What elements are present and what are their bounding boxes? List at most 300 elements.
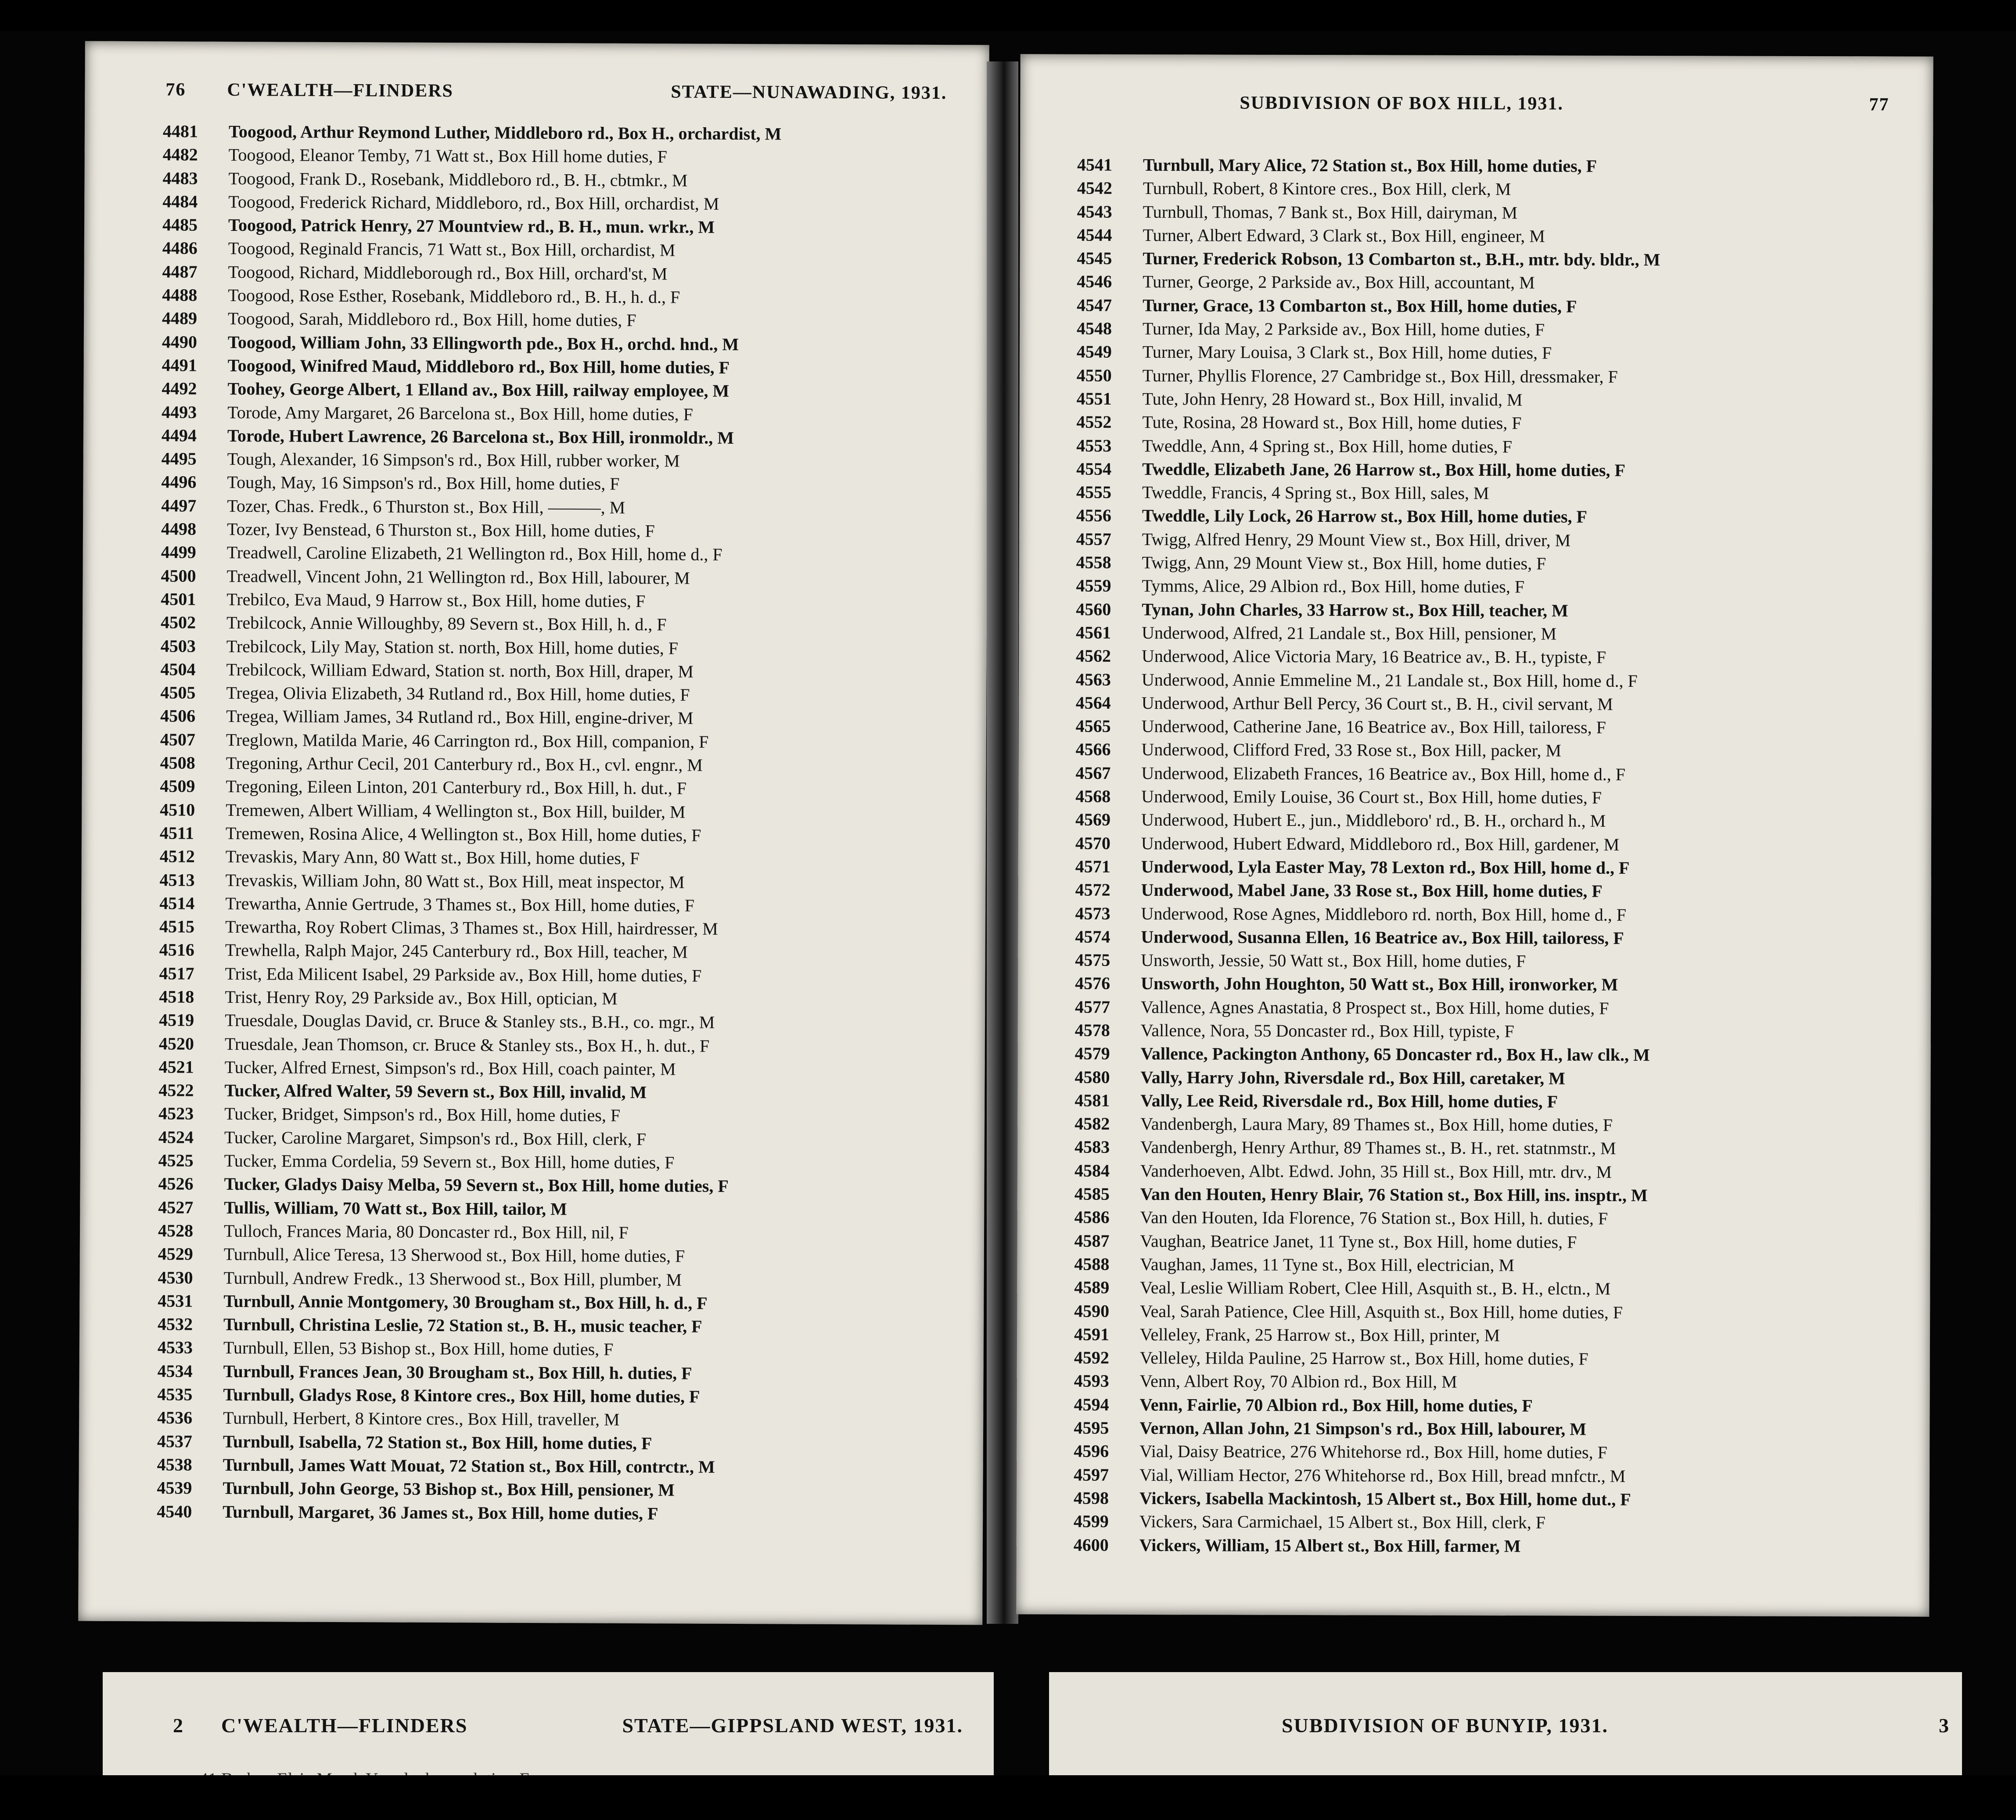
entry-text: Trebilco, Eva Maud, 9 Harrow st., Box Hill, home duties, F — [226, 589, 646, 611]
entry-text: Underwood, Elizabeth Frances, 16 Beatrice av., Box Hill, home d., F — [1141, 763, 1626, 784]
entry-text: Toogood, Richard, Middleborough rd., Box Hill, orchard'st, M — [228, 262, 668, 284]
entry-number: 4582 — [1074, 1113, 1110, 1134]
entry-number: 4516 — [159, 940, 194, 960]
entry-number: 4562 — [1076, 646, 1111, 666]
film-frame-top — [0, 0, 2016, 31]
entry-text: Tucker, Alfred Ernest, Simpson's rd., Box Hill, coach painter, M — [224, 1057, 676, 1079]
entry-text: Tucker, Bridget, Simpson's rd., Box Hill, home duties, F — [224, 1104, 621, 1126]
entry-text: Trewhella, Ralph Major, 245 Canterbury rd., Box Hill, teacher, M — [225, 940, 688, 962]
entry-text: Turnbull, Robert, 8 Kintore cres., Box Hill, clerk, M — [1143, 178, 1511, 199]
entry-row — [1075, 995, 1918, 1020]
entry-row — [158, 1219, 974, 1246]
entry-text: Tute, John Henry, 28 Howard st., Box Hill, invalid, M — [1142, 388, 1523, 410]
entry-number: 4541 — [1077, 154, 1113, 175]
entry-row — [1077, 363, 1919, 389]
entry-number: 4531 — [158, 1291, 193, 1311]
entry-row — [1077, 223, 1920, 249]
entry-row — [1074, 1322, 1917, 1348]
entry-text: Vally, Lee Reid, Riversdale rd., Box Hill, home duties, F — [1140, 1090, 1558, 1112]
entry-row — [163, 119, 979, 146]
entry-row — [1076, 504, 1919, 529]
entry-row — [1076, 527, 1919, 553]
entry-number: 4570 — [1075, 833, 1111, 853]
entry-text: Vandenbergh, Laura Mary, 89 Thames st., Box Hill, home duties, F — [1140, 1114, 1613, 1135]
entry-number: 4524 — [158, 1127, 194, 1147]
entry-number: 4587 — [1074, 1231, 1110, 1251]
entry-text: Tweddle, Elizabeth Jane, 26 Harrow st., Box Hill, home duties, F — [1142, 459, 1625, 480]
entry-text: Tremewen, Rosina Alice, 4 Wellington st., Box Hill, home duties, F — [225, 823, 701, 845]
entry-row — [1076, 457, 1919, 482]
entry-row — [1075, 831, 1918, 857]
entry-row — [162, 283, 978, 310]
entry-number: 4538 — [157, 1454, 192, 1475]
entry-row — [1077, 387, 1919, 413]
entry-text: Van den Houten, Henry Blair, 76 Station st., Box Hill, ins. insptr., M — [1140, 1184, 1648, 1206]
entry-text: Turner, George, 2 Parkside av., Box Hill, accountant, M — [1143, 272, 1535, 293]
entry-row — [1075, 1042, 1918, 1067]
entry-number: 4598 — [1073, 1488, 1109, 1508]
entry-text: Turnbull, Alice Teresa, 13 Sherwood st., Box Hill, home duties, F — [223, 1244, 685, 1266]
entry-row — [1075, 785, 1918, 810]
entry-text: Toogood, Rose Esther, Rosebank, Middleboro rd., B. H., h. d., F — [228, 285, 680, 307]
next-left-header-subdivision: STATE—GIPPSLAND WEST, 1931. — [622, 1714, 963, 1737]
entry-number: 4532 — [158, 1314, 193, 1334]
entry-row — [161, 611, 977, 638]
entry-row — [161, 541, 977, 567]
entry-number: 4596 — [1074, 1441, 1109, 1461]
entry-number: 4491 — [162, 355, 197, 375]
entry-text: Turnbull, Herbert, 8 Kintore cres., Box Hill, traveller, M — [223, 1408, 620, 1430]
entry-number: 4495 — [161, 449, 197, 469]
entry-number: 4571 — [1075, 856, 1110, 876]
entry-row — [1075, 808, 1918, 833]
entry-number: 4591 — [1074, 1324, 1110, 1344]
entry-text: Tough, Alexander, 16 Simpson's rd., Box Hill, rubber worker, M — [227, 449, 680, 471]
entry-number: 4548 — [1076, 318, 1112, 338]
entry-row — [158, 1289, 974, 1316]
entry-row — [1075, 901, 1918, 927]
entry-text: Treadwell, Caroline Elizabeth, 21 Wellington rd., Box Hill, home d., F — [226, 542, 722, 565]
entry-row — [1074, 1088, 1917, 1114]
entry-row — [158, 1242, 974, 1269]
entry-number: 4552 — [1076, 412, 1112, 432]
entry-row — [1074, 1229, 1917, 1254]
entry-number: 4539 — [157, 1478, 192, 1498]
entry-row — [160, 728, 977, 754]
entry-text: Turnbull, Isabella, 72 Station st., Box Hill, home duties, F — [223, 1431, 652, 1453]
entry-number: 4568 — [1075, 786, 1111, 806]
entry-text: Turner, Mary Louisa, 3 Clark st., Box Hill, home duties, F — [1142, 342, 1552, 363]
entry-text: Turner, Albert Edward, 3 Clark st., Box Hill, engineer, M — [1143, 225, 1545, 246]
left-page-header-title: C'WEALTH—FLINDERS — [227, 79, 454, 101]
entry-number: 4597 — [1074, 1465, 1109, 1485]
entry-number: 4575 — [1075, 950, 1110, 970]
entry-number: 4485 — [162, 215, 198, 235]
entry-number: 4499 — [161, 542, 196, 562]
entry-number: 4540 — [157, 1501, 192, 1522]
entry-text: Turnbull, Christina Leslie, 72 Station st., B. H., music teacher, F — [223, 1314, 702, 1336]
entry-number: 4599 — [1073, 1511, 1109, 1532]
entry-number: 4534 — [157, 1361, 193, 1381]
entry-row — [1074, 1182, 1917, 1208]
entry-text: Vandenbergh, Henry Arthur, 89 Thames st., B. H., ret. statnmstr., M — [1140, 1137, 1616, 1159]
entry-text: Vally, Harry John, Riversdale rd., Box Hill, caretaker, M — [1140, 1067, 1565, 1088]
entry-text: Underwood, Catherine Jane, 16 Beatrice av., Box Hill, tailoress, F — [1141, 716, 1606, 737]
entry-number: 4527 — [158, 1197, 194, 1217]
entry-row — [1076, 551, 1919, 576]
entry-number: 4584 — [1074, 1160, 1110, 1181]
entry-row — [1074, 1439, 1916, 1465]
entry-row — [160, 704, 977, 731]
entry-number: 4510 — [160, 799, 195, 820]
entry-row — [162, 424, 978, 450]
entry-text: Vial, William Hector, 276 Whitehorse rd., Box Hill, bread mnfctr., M — [1139, 1465, 1626, 1486]
entry-number: 4564 — [1075, 693, 1111, 713]
entry-text: Tweddle, Francis, 4 Spring st., Box Hill, sales, M — [1142, 482, 1489, 503]
entry-row — [157, 1500, 973, 1526]
left-entry-list — [157, 119, 979, 1526]
entry-row — [1076, 597, 1919, 623]
entry-text: Tymms, Alice, 29 Albion rd., Box Hill, home duties, F — [1142, 576, 1525, 597]
left-page-header — [165, 79, 947, 118]
entry-number: 4565 — [1075, 716, 1111, 736]
entry-row — [1077, 200, 1920, 225]
entry-number: 4509 — [160, 776, 195, 796]
entry-number: 4505 — [160, 682, 196, 703]
entry-text: Trebilcock, Annie Willoughby, 89 Severn st., Box Hill, h. d., F — [226, 613, 667, 635]
entry-text: Underwood, Rose Agnes, Middleboro rd. north, Box Hill, home d., F — [1141, 903, 1627, 925]
entry-text: Tregea, William James, 34 Rutland rd., Box Hill, engine-driver, M — [226, 706, 694, 729]
entry-text: Turnbull, Thomas, 7 Bank st., Box Hill, dairyman, M — [1143, 201, 1518, 223]
entry-number: 4573 — [1075, 903, 1110, 923]
entry-row — [159, 1009, 975, 1035]
entry-number: 4496 — [161, 472, 197, 492]
entry-text: Vaughan, James, 11 Tyne st., Box Hill, electrician, M — [1140, 1254, 1515, 1275]
left-page-header-subdivision: STATE—NUNAWADING, 1931. — [671, 82, 947, 104]
entry-row — [162, 377, 978, 404]
entry-row — [159, 938, 976, 965]
entry-number: 4501 — [161, 589, 196, 609]
entry-row — [157, 1453, 974, 1479]
entry-text: Toogood, Patrick Henry, 27 Mountview rd., B. H., mun. wrkr., M — [228, 215, 715, 237]
entry-number: 4545 — [1077, 248, 1112, 269]
entry-text: Treadwell, Vincent John, 21 Wellington rd., Box Hill, labourer, M — [226, 566, 690, 588]
entry-number: 4530 — [158, 1267, 193, 1288]
entry-row — [1074, 1135, 1917, 1161]
entry-number: 4544 — [1077, 225, 1112, 245]
entry-text: Trevaskis, William John, 80 Watt st., Box Hill, meat inspector, M — [225, 870, 685, 892]
entry-text: Underwood, Annie Emmeline M., 21 Landale st., Box Hill, home d., F — [1141, 669, 1638, 691]
entry-row — [1075, 878, 1918, 904]
entry-text: Tregoning, Eileen Linton, 201 Canterbury rd., Box Hill, h. dut., F — [226, 776, 687, 798]
entry-row — [1075, 948, 1918, 974]
entry-text: Toohey, George Albert, 1 Elland av., Box Hill, railway employee, M — [227, 379, 729, 401]
entry-row — [158, 1195, 974, 1222]
entry-row — [160, 798, 976, 825]
entry-text: Toogood, Winifred Maud, Middleboro rd., Box Hill, home duties, F — [227, 355, 730, 377]
entry-text: Vernon, Allan John, 21 Simpson's rd., Box Hill, labourer, M — [1139, 1418, 1587, 1439]
entry-number: 4595 — [1074, 1418, 1109, 1438]
entry-number: 4488 — [162, 285, 198, 305]
entry-number: 4487 — [162, 262, 198, 282]
entry-row — [159, 915, 976, 941]
entry-number: 4523 — [158, 1103, 194, 1124]
entry-row — [157, 1429, 974, 1456]
entry-number: 4513 — [159, 869, 195, 890]
entry-number: 4576 — [1075, 973, 1110, 994]
entry-text: Turnbull, John George, 53 Bishop st., Box Hill, pensioner, M — [223, 1478, 675, 1500]
entry-number: 4569 — [1075, 809, 1111, 830]
entry-number: 4537 — [157, 1431, 193, 1451]
entry-number: 4504 — [160, 659, 196, 679]
entry-row — [160, 844, 976, 871]
right-entry-list — [1074, 153, 1920, 1559]
entry-text: Tozer, Chas. Fredk., 6 Thurston st., Box Hill, ———, M — [227, 495, 625, 517]
entry-number: 4567 — [1075, 763, 1111, 783]
right-page-header-title: SUBDIVISION OF BOX HILL, 1931. — [1240, 93, 1564, 114]
entry-row — [1074, 1276, 1917, 1301]
entry-row — [161, 564, 977, 591]
entry-number: 4543 — [1077, 201, 1112, 222]
entry-row — [158, 1266, 974, 1292]
entry-text: Underwood, Alfred, 21 Landale st., Box Hill, pensioner, M — [1142, 622, 1557, 644]
entry-text: Toogood, Eleanor Temby, 71 Watt st., Box Hill home duties, F — [228, 145, 668, 167]
entry-number: 4559 — [1076, 575, 1111, 596]
right-page-header — [1086, 92, 1889, 129]
entry-text: Turnbull, Frances Jean, 30 Brougham st., Box Hill, h. duties, F — [223, 1361, 692, 1383]
entry-row — [1075, 738, 1918, 763]
entry-text: Turnbull, Andrew Fredk., 13 Sherwood st., Box Hill, plumber, M — [223, 1267, 682, 1290]
entry-number: 4507 — [160, 729, 196, 750]
entry-row — [162, 237, 979, 263]
entry-text: Turnbull, Ellen, 53 Bishop st., Box Hill, home duties, F — [223, 1338, 614, 1360]
entry-text: Vallence, Nora, 55 Doncaster rd., Box Hill, typiste, F — [1140, 1020, 1514, 1041]
entry-text: Tremewen, Albert William, 4 Wellington st., Box Hill, builder, M — [226, 800, 686, 822]
entry-row — [1077, 247, 1919, 272]
entry-number: 4529 — [158, 1244, 193, 1264]
entry-row — [158, 1359, 974, 1386]
entry-number: 4518 — [159, 987, 194, 1007]
entry-number: 4547 — [1077, 295, 1112, 315]
entry-text: Treglown, Matilda Marie, 46 Carrington rd., Box Hill, companion, F — [226, 729, 709, 752]
entry-row — [1074, 1253, 1917, 1278]
entry-number: 4511 — [159, 823, 194, 843]
entry-number: 4528 — [158, 1221, 194, 1241]
entry-row — [161, 517, 977, 544]
entry-number: 4566 — [1075, 739, 1111, 760]
entry-row — [1074, 1206, 1917, 1231]
entry-number: 4519 — [159, 1010, 194, 1030]
entry-text: Trebilcock, William Edward, Station st. north, Box Hill, draper, M — [226, 659, 694, 682]
book-gutter — [987, 61, 1018, 1624]
entry-number: 4551 — [1076, 388, 1112, 409]
entry-number: 4502 — [160, 612, 196, 632]
entry-number: 4553 — [1076, 435, 1112, 456]
entry-number: 4515 — [159, 916, 195, 937]
entry-text: Tweddle, Ann, 4 Spring st., Box Hill, home duties, F — [1142, 435, 1513, 456]
entry-number: 4557 — [1076, 529, 1111, 549]
entry-row — [162, 330, 978, 357]
entry-number: 4556 — [1076, 506, 1111, 526]
entry-number: 4503 — [160, 635, 196, 656]
entry-text: Trist, Henry Roy, 29 Parkside av., Box Hill, optician, M — [225, 987, 618, 1009]
entry-row — [1074, 1112, 1917, 1138]
entry-row — [162, 213, 979, 240]
entry-number: 4592 — [1074, 1347, 1109, 1368]
entry-text: Toogood, Reginald Francis, 71 Watt st., Box Hill, orchardist, M — [228, 238, 676, 260]
entry-text: Tucker, Emma Cordelia, 59 Severn st., Box Hill, home duties, F — [224, 1150, 675, 1173]
entry-text: Underwood, Hubert E., jun., Middleboro' rd., B. H., orchard h., M — [1141, 810, 1606, 831]
entry-text: Underwood, Alice Victoria Mary, 16 Beatrice av., B. H., typiste, F — [1142, 646, 1606, 668]
entry-text: Venn, Albert Roy, 70 Albion rd., Box Hill, M — [1139, 1371, 1457, 1392]
entry-number: 4492 — [162, 378, 197, 398]
entry-row — [158, 1312, 974, 1339]
entry-row — [158, 1336, 974, 1363]
entry-row — [163, 143, 979, 170]
entry-text: Turnbull, James Watt Mouat, 72 Station st., Box Hill, contrctr., M — [223, 1454, 715, 1477]
entry-number: 4536 — [157, 1407, 193, 1428]
entry-number: 4512 — [159, 846, 195, 866]
entry-number: 4578 — [1074, 1020, 1110, 1040]
entry-row — [1076, 481, 1919, 506]
entry-row — [1076, 574, 1919, 599]
entry-text: Vickers, Isabella Mackintosh, 15 Albert st., Box Hill, home dut., F — [1139, 1488, 1631, 1509]
entry-row — [1077, 317, 1919, 342]
next-left-header-title: C'WEALTH—FLINDERS — [221, 1714, 468, 1737]
entry-row — [1076, 668, 1919, 693]
entry-number: 4572 — [1075, 879, 1110, 900]
entry-row — [162, 166, 979, 193]
entry-row — [1075, 855, 1918, 880]
entry-text: Van den Houten, Ida Florence, 76 Station st., Box Hill, h. duties, F — [1140, 1207, 1608, 1229]
entry-row — [158, 1102, 975, 1129]
entry-row — [1075, 1019, 1918, 1044]
entry-text: Vickers, Sara Carmichael, 15 Albert st., Box Hill, clerk, F — [1139, 1511, 1546, 1533]
next-right-page-mark: 3 — [1939, 1714, 1949, 1737]
entry-number: 4526 — [158, 1174, 194, 1194]
entry-number: 4494 — [161, 425, 197, 445]
entry-text: Vickers, William, 15 Albert st., Box Hill, farmer, M — [1139, 1535, 1521, 1556]
entry-row — [1074, 1510, 1916, 1535]
entry-text: Toogood, Frederick Richard, Middleboro, rd., Box Hill, orchardist, M — [228, 191, 719, 214]
entry-number: 4522 — [158, 1080, 194, 1100]
entry-number: 4508 — [160, 753, 195, 773]
entry-text: Underwood, Lyla Easter May, 78 Lexton rd., Box Hill, home d., F — [1141, 856, 1630, 878]
entry-row — [1077, 153, 1920, 179]
entry-number: 4506 — [160, 706, 196, 726]
entry-text: Turnbull, Annie Montgomery, 30 Brougham st., Box Hill, h. d., F — [223, 1291, 708, 1313]
entry-text: Turner, Phyllis Florence, 27 Cambridge st., Box Hill, dressmaker, F — [1142, 365, 1618, 387]
entry-number: 4535 — [157, 1384, 193, 1404]
entry-text: Underwood, Hubert Edward, Middleboro rd., Box Hill, gardener, M — [1141, 833, 1620, 854]
entry-number: 4593 — [1074, 1371, 1109, 1391]
entry-text: Tregoning, Arthur Cecil, 201 Canterbury rd., Box H., cvl. engnr., M — [226, 753, 703, 775]
entry-text: Underwood, Emily Louise, 36 Court st., Box Hill, home duties, F — [1141, 786, 1602, 808]
entry-row — [1077, 293, 1919, 319]
entry-number: 4554 — [1076, 459, 1112, 479]
entry-row — [159, 1032, 975, 1059]
entry-row — [158, 1078, 975, 1105]
entry-text: Trevaskis, Mary Ann, 80 Watt st., Box Hill, home duties, F — [225, 847, 640, 869]
entry-row — [1074, 1393, 1917, 1418]
entry-number: 4555 — [1076, 482, 1112, 502]
entry-row — [1076, 691, 1919, 716]
entry-text: Venn, Fairlie, 70 Albion rd., Box Hill, home duties, F — [1139, 1394, 1533, 1416]
entry-number: 4589 — [1074, 1277, 1110, 1298]
entry-row — [162, 260, 978, 287]
entry-row — [159, 962, 975, 988]
entry-text: Toogood, Frank D., Rosebank, Middleboro rd., B. H., cbtmkr., M — [228, 168, 688, 190]
entry-row — [1074, 1065, 1917, 1091]
entry-text: Tynan, John Charles, 33 Harrow st., Box Hill, teacher, M — [1142, 599, 1568, 621]
entry-text: Tweddle, Lily Lock, 26 Harrow st., Box Hill, home duties, F — [1142, 506, 1588, 527]
entry-number: 4481 — [162, 121, 198, 141]
entry-text: Unsworth, John Houghton, 50 Watt st., Box Hill, ironworker, M — [1141, 973, 1618, 995]
entry-text: Tute, Rosina, 28 Howard st., Box Hill, home duties, F — [1142, 412, 1522, 433]
entry-row — [161, 494, 977, 521]
entry-text: Trewartha, Roy Robert Climas, 3 Thames st., Box Hill, hairdresser, M — [225, 917, 718, 939]
entry-number: 4500 — [161, 565, 196, 586]
entry-text: Toogood, Sarah, Middleboro rd., Box Hill, home duties, F — [228, 309, 636, 330]
entry-row — [160, 821, 976, 848]
entry-text: Turner, Grace, 13 Combarton st., Box Hill, home duties, F — [1143, 295, 1577, 316]
entry-row — [1075, 761, 1918, 786]
entry-row — [158, 1149, 975, 1175]
entry-row — [161, 587, 977, 614]
entry-text: Veal, Sarah Patience, Clee Hill, Asquith st., Box Hill, home duties, F — [1140, 1301, 1623, 1322]
entry-number: 4574 — [1075, 926, 1110, 947]
entry-row — [157, 1406, 974, 1433]
entry-text: Toogood, William John, 33 Ellingworth pde., Box H., orchd. hnd., M — [227, 332, 739, 354]
left-page-number: 76 — [165, 79, 186, 100]
entry-row — [160, 681, 977, 707]
entry-number: 4590 — [1074, 1301, 1110, 1321]
entry-row — [162, 353, 978, 380]
entry-number: 4561 — [1076, 622, 1111, 643]
entry-row — [158, 1172, 974, 1199]
entry-row — [161, 470, 977, 497]
entry-text: Tucker, Alfred Walter, 59 Severn st., Box Hill, invalid, M — [224, 1081, 647, 1102]
entry-row — [157, 1382, 974, 1409]
next-left-page-number: 2 — [173, 1714, 184, 1737]
entry-number: 4560 — [1076, 599, 1111, 619]
entry-row — [1074, 1486, 1916, 1512]
entry-text: Tough, May, 16 Simpson's rd., Box Hill, home duties, F — [227, 472, 620, 494]
entry-number: 4497 — [161, 495, 197, 516]
entry-row — [160, 775, 976, 801]
entry-text: Vallence, Agnes Anastatia, 8 Prospect st., Box Hill, home duties, F — [1140, 997, 1609, 1018]
entry-text: Trebilcock, Lily May, Station st. north, Box Hill, home duties, F — [226, 636, 679, 658]
entry-number: 4579 — [1074, 1043, 1110, 1064]
entry-row — [1077, 270, 1919, 295]
entry-number: 4581 — [1074, 1090, 1110, 1110]
entry-number: 4498 — [161, 519, 197, 539]
entry-row — [1077, 176, 1920, 202]
entry-row — [162, 307, 978, 334]
entry-number: 4484 — [162, 191, 198, 212]
entry-text: Turner, Frederick Robson, 13 Combarton st., B.H., mtr. bdy. bldr., M — [1143, 248, 1660, 270]
entry-row — [1075, 972, 1918, 997]
entry-row — [1074, 1159, 1917, 1184]
entry-text: Veal, Leslie William Robert, Clee Hill, Asquith st., B. H., elctn., M — [1140, 1278, 1611, 1299]
entry-text: Velleley, Frank, 25 Harrow st., Box Hill, printer, M — [1139, 1324, 1500, 1345]
entry-text: Toogood, Arthur Reymond Luther, Middleboro rd., Box H., orchardist, M — [228, 121, 782, 144]
entry-row — [1077, 340, 1919, 366]
entry-row — [159, 985, 975, 1012]
next-right-header-title: SUBDIVISION OF BUNYIP, 1931. — [1282, 1714, 1609, 1737]
entry-row — [1076, 644, 1919, 670]
entry-number: 4514 — [159, 893, 195, 913]
